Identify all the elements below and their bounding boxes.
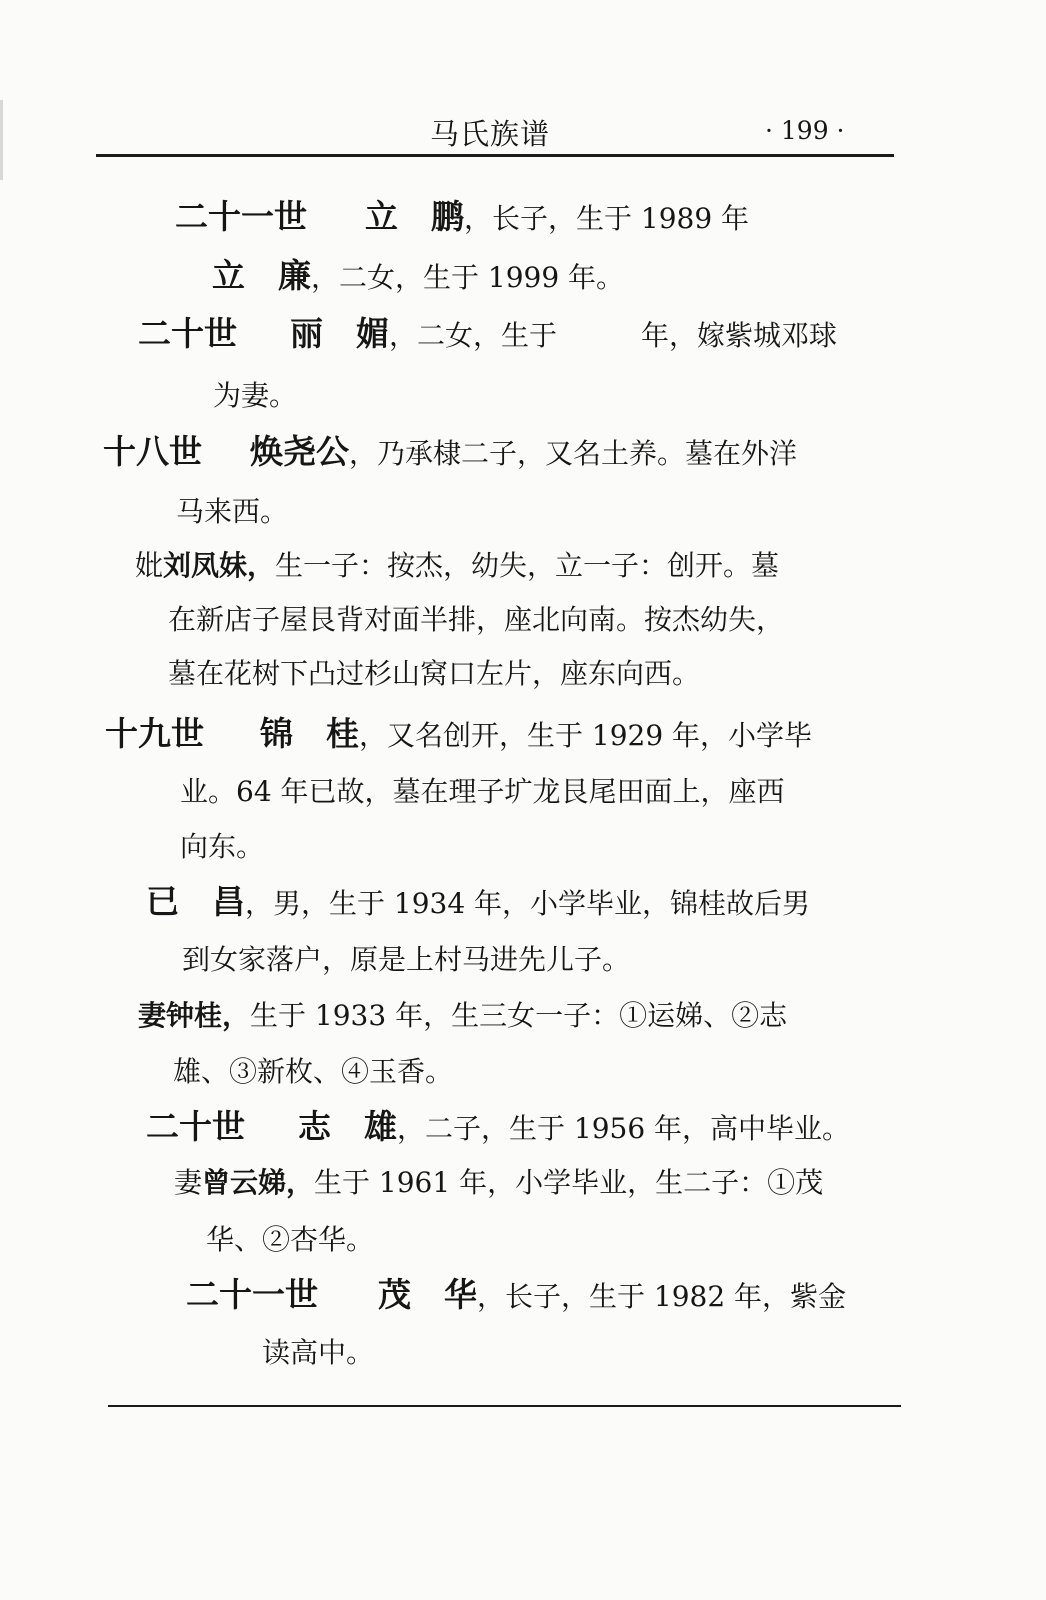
- entry-text: ，二子，生于 1956 年，高中毕业。: [397, 1112, 851, 1145]
- entry-line: [168, 654, 700, 694]
- entry-line: [174, 1163, 823, 1203]
- entry-text: 马来西。: [176, 495, 289, 528]
- entry-text: 生于 1933 年，生三女一子：①运娣、②志: [250, 999, 788, 1032]
- person-name: 刘凤妹，: [163, 549, 276, 582]
- person-name: 茂 华: [378, 1275, 477, 1314]
- entry-text: 在新店子屋艮背对面半排，座北向南。按杰幼失，: [168, 603, 785, 636]
- entry-text: ，乃承棣二子，又名土养。墓在外洋: [349, 437, 798, 470]
- generation-label: 二十世: [146, 1107, 245, 1146]
- page-number: · 199 ·: [765, 116, 845, 145]
- entry-text: ，长子，生于 1982 年，紫金: [477, 1280, 847, 1313]
- entry-line: [168, 600, 784, 640]
- person-name: 立 鹏: [365, 197, 464, 236]
- generation-label: 十八世: [103, 432, 202, 471]
- generation-label: 二十一世: [186, 1275, 318, 1314]
- person-name: 已 昌: [146, 882, 245, 921]
- person-name: 妻钟桂，: [138, 999, 251, 1032]
- person-name: 立 廉: [212, 256, 311, 295]
- generation-label: 二十一世: [175, 197, 307, 236]
- entry-line: [105, 714, 812, 754]
- entry-text: ，二女，生于 1999 年。: [311, 261, 625, 294]
- person-name: 曾云娣，: [202, 1166, 315, 1199]
- entry-line: [146, 1107, 850, 1147]
- entry-text: 到女家落户，原是上村马进先儿子。: [182, 943, 631, 976]
- person-name: 锦 桂: [260, 714, 359, 753]
- person-name: 志 雄: [298, 1107, 397, 1146]
- header-title: 马氏族谱: [430, 117, 551, 151]
- entry-line: [182, 940, 630, 980]
- entry-line: [180, 772, 785, 812]
- entry-text: 墓在花树下凸过杉山窝口左片，座东向西。: [168, 657, 701, 690]
- left-margin-mark: [0, 100, 3, 180]
- header-rule: [96, 154, 894, 157]
- entry-line: [175, 197, 749, 237]
- entry-line: [176, 492, 288, 532]
- entry-text: ，二女，生于 年，嫁紫城邓球: [389, 319, 838, 352]
- entry-line: [213, 376, 297, 416]
- entry-text: 为妻。: [213, 379, 298, 412]
- entry-line: [135, 546, 779, 586]
- entry-line: [180, 827, 264, 867]
- entry-text: 业。64 年已故，墓在理子圹龙艮尾田面上，座西: [180, 775, 785, 808]
- entry-line: [262, 1333, 374, 1373]
- entry-text: 雄、③新枚、④玉香。: [173, 1055, 454, 1088]
- entry-line: [212, 256, 624, 296]
- entry-line: [138, 314, 837, 354]
- entry-text: ，长子，生于 1989 年: [464, 202, 750, 235]
- entry-text: ，又名创开，生于 1929 年，小学毕: [359, 719, 813, 752]
- entry-text: 华、②杏华。: [206, 1223, 375, 1256]
- person-name: 丽 媚: [290, 314, 389, 353]
- generation-label: 十九世: [105, 714, 204, 753]
- entry-line: [138, 996, 787, 1036]
- entry-line: [206, 1220, 374, 1260]
- entry-text: 生于 1961 年，小学毕业，生二子：①茂: [314, 1166, 824, 1199]
- entry-text: 向东。: [180, 830, 265, 863]
- entry-line: [186, 1275, 846, 1315]
- entry-text: 生一子：按杰，幼失，立一子：创开。墓: [275, 549, 780, 582]
- person-name: 焕尧公: [250, 432, 349, 471]
- footer-rule: [108, 1405, 901, 1407]
- entry-prefix: 妣: [135, 549, 164, 582]
- generation-label: 二十世: [138, 314, 237, 353]
- entry-prefix: 妻: [174, 1166, 203, 1199]
- entry-line: [173, 1052, 453, 1092]
- entry-line: [103, 432, 797, 472]
- entry-text: ，男，生于 1934 年，小学毕业，锦桂故后男: [245, 887, 811, 920]
- entry-line: [146, 882, 810, 922]
- entry-text: 读高中。: [262, 1336, 375, 1369]
